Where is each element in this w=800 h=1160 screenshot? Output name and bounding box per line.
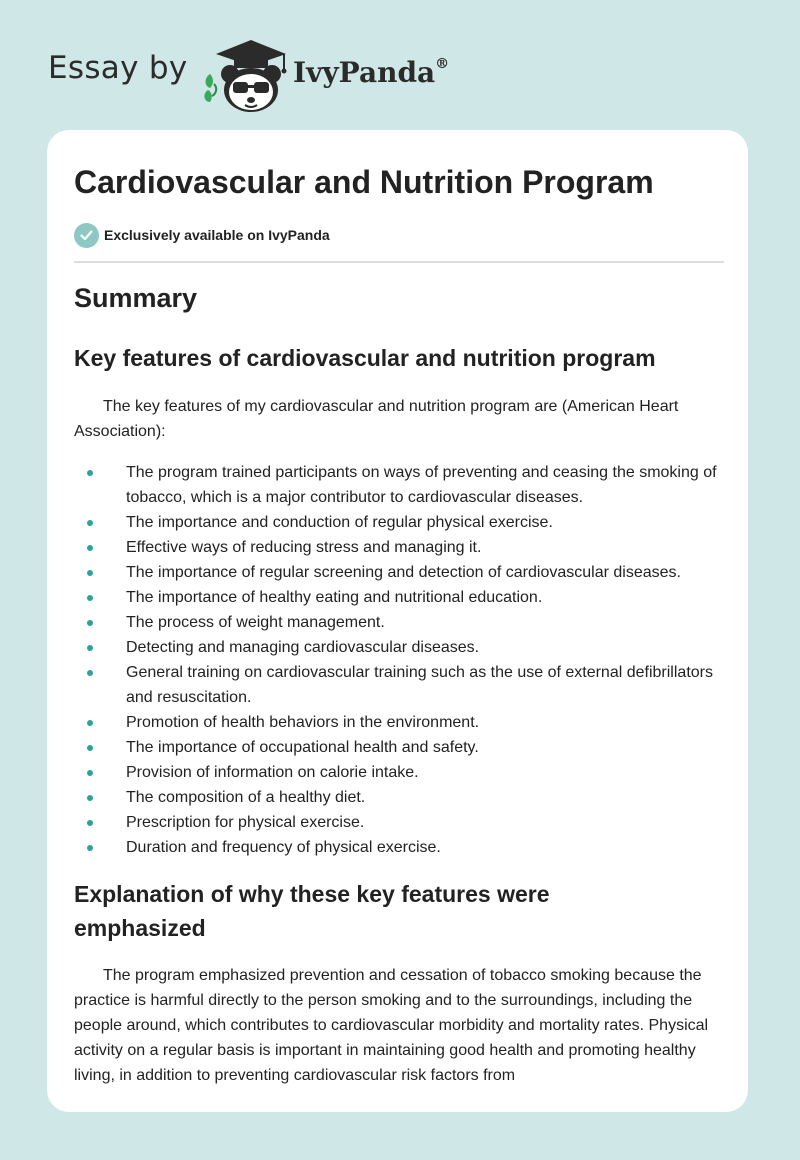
key-features-heading: Key features of cardiovascular and nutrition program bbox=[74, 345, 656, 371]
list-item-text: Promotion of health behaviors in the environment. bbox=[126, 714, 480, 731]
site-header bbox=[48, 30, 548, 110]
registered-mark: ® bbox=[435, 55, 450, 72]
list-item-text: The program trained participants on ways of preventing and ceasing the smoking of tobacco, which is a major contributor to cardiovascular diseases. bbox=[126, 464, 717, 506]
list-item bbox=[74, 710, 724, 735]
list-item-text: The importance of healthy eating and nutritional education. bbox=[126, 589, 543, 606]
explanation-paragraph: The program emphasized prevention and cessation of tobacco smoking because the practice is harmful directly to the person smoking and to the surroundings, including the people around, which contributes to cardiovascular morbidity and mortality rates. Physical activity on a regular basis is important in maintaining good health and promoting healthy living, in addition to preventing cardiovascular risk factors from bbox=[74, 967, 709, 1084]
list-item-text: The importance of occupational health and safety. bbox=[126, 739, 479, 756]
list-item-text: Provision of information on calorie intake. bbox=[126, 764, 419, 781]
list-item bbox=[74, 810, 724, 835]
bullet-dot-icon bbox=[87, 645, 93, 651]
list-item bbox=[74, 635, 724, 660]
list-item bbox=[74, 835, 724, 860]
list-item bbox=[74, 785, 724, 810]
brand-name[interactable] bbox=[293, 56, 449, 89]
list-item-text: The process of weight management. bbox=[126, 614, 385, 631]
page-title: Cardiovascular and Nutrition Program bbox=[74, 164, 654, 200]
list-item-text: The importance and conduction of regular physical exercise. bbox=[126, 514, 553, 531]
bullet-dot-icon bbox=[87, 720, 93, 726]
list-item bbox=[74, 585, 724, 610]
essay-card bbox=[47, 130, 748, 1112]
list-item bbox=[74, 760, 724, 785]
list-item bbox=[74, 460, 724, 510]
bullet-dot-icon bbox=[87, 845, 93, 851]
list-item-text: Detecting and managing cardiovascular diseases. bbox=[126, 639, 480, 656]
bullet-dot-icon bbox=[87, 770, 93, 776]
list-item bbox=[74, 510, 724, 535]
bullet-dot-icon bbox=[87, 670, 93, 676]
panda-graduate-icon[interactable] bbox=[200, 34, 296, 114]
check-circle-icon bbox=[74, 223, 99, 248]
list-item bbox=[74, 735, 724, 760]
list-item-text: Duration and frequency of physical exercise. bbox=[126, 839, 441, 856]
bullet-dot-icon bbox=[87, 795, 93, 801]
badge-text: Exclusively available on IvyPanda bbox=[104, 227, 330, 243]
list-item-text: Effective ways of reducing stress and managing it. bbox=[126, 539, 482, 556]
bullet-dot-icon bbox=[87, 570, 93, 576]
bullet-dot-icon bbox=[87, 820, 93, 826]
intro-paragraph: The key features of my cardiovascular and nutrition program are (American Heart Association): bbox=[74, 398, 679, 440]
list-item bbox=[74, 560, 724, 585]
list-item-text: The importance of regular screening and detection of cardiovascular diseases. bbox=[126, 564, 681, 581]
list-item-text: General training on cardiovascular training such as the use of external defibrillators and resuscitation. bbox=[126, 664, 713, 706]
explanation-heading: Explanation of why these key features were emphasized bbox=[74, 881, 550, 941]
bullet-dot-icon bbox=[87, 470, 93, 476]
bullet-dot-icon bbox=[87, 545, 93, 551]
brand-text: IvyPanda bbox=[293, 56, 436, 89]
bullet-dot-icon bbox=[87, 595, 93, 601]
title-divider bbox=[74, 261, 724, 263]
bullet-dot-icon bbox=[87, 620, 93, 626]
list-item bbox=[74, 660, 724, 710]
list-item-text: Prescription for physical exercise. bbox=[126, 814, 365, 831]
list-item bbox=[74, 610, 724, 635]
exclusive-badge bbox=[74, 222, 330, 248]
bullet-dot-icon bbox=[87, 745, 93, 751]
features-list bbox=[74, 460, 724, 860]
summary-heading: Summary bbox=[74, 283, 198, 313]
bullet-dot-icon bbox=[87, 520, 93, 526]
list-item bbox=[74, 535, 724, 560]
list-item-text: The composition of a healthy diet. bbox=[126, 789, 366, 806]
essay-by-label: Essay by bbox=[48, 50, 188, 86]
